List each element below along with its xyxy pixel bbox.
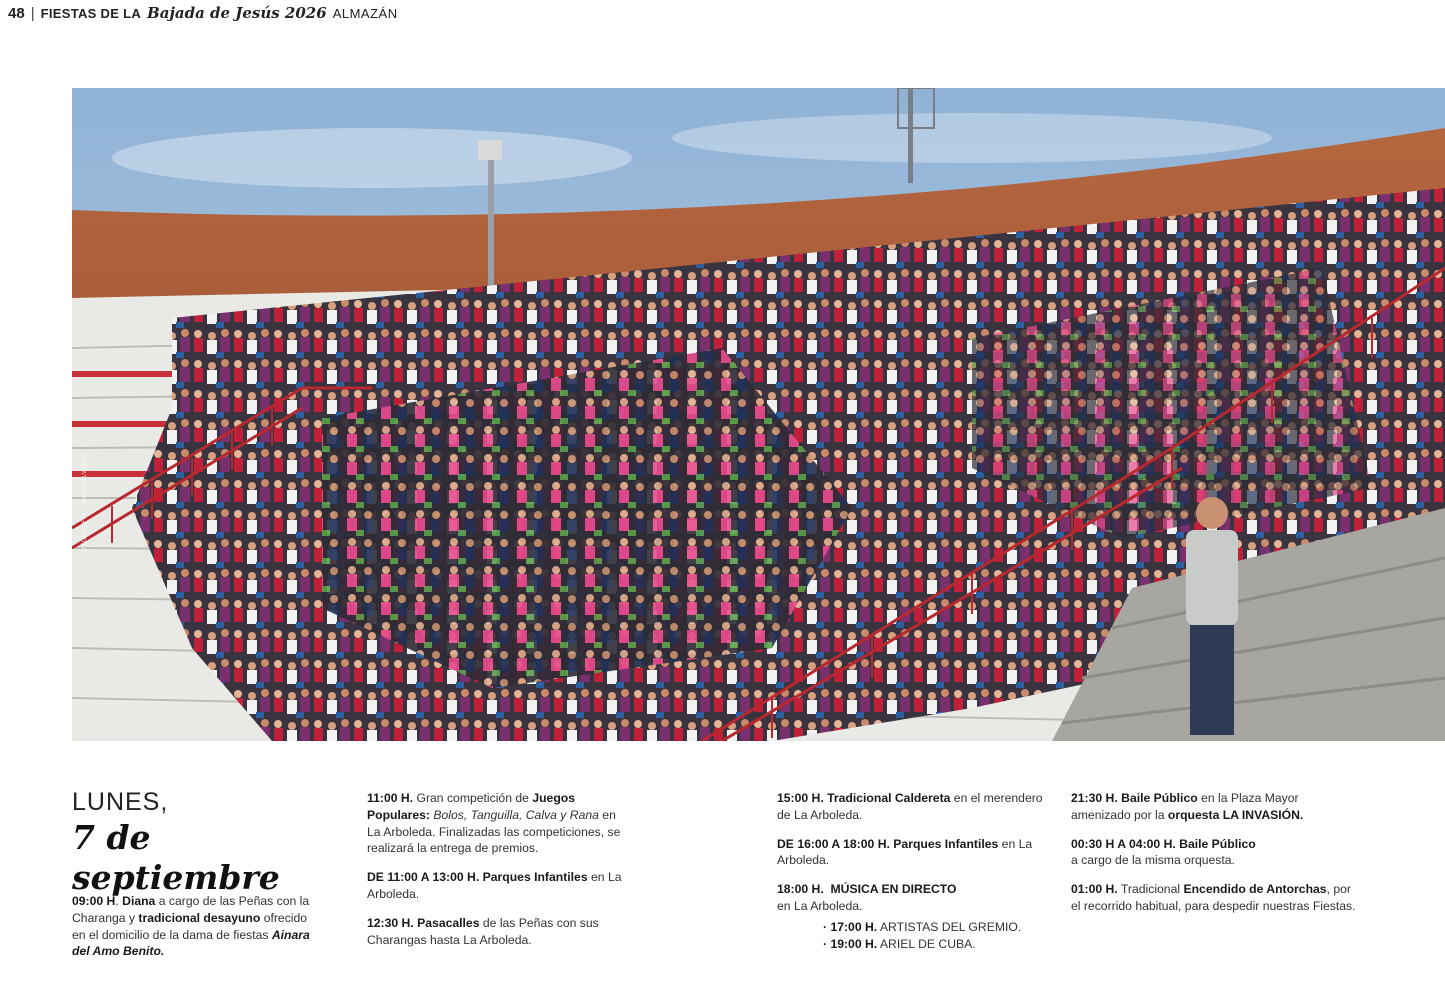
- event-time: 21:30 H.: [1071, 791, 1118, 805]
- day-weekday: LUNES,: [72, 788, 169, 816]
- event-text: en La Arboleda.: [777, 898, 863, 913]
- event-0030: [1071, 836, 1361, 870]
- event-time: 01:00 H.: [1071, 882, 1118, 897]
- subevent-1700: [823, 919, 1047, 936]
- event-time: 18:00 H.: [777, 882, 824, 897]
- event-text: a cargo de las Peñas con la Charanga y: [72, 894, 310, 925]
- event-time: DE 11:00 A 13:00 H.: [367, 870, 480, 885]
- event-text: de las Peñas con sus Charangas hasta La Arboleda.: [367, 915, 599, 947]
- event-text: .: [115, 894, 123, 908]
- subevent-time: · 17:00 H.: [823, 919, 878, 934]
- header-title-script: Bajada de Jesús 2026: [147, 4, 327, 22]
- header-title-suffix: ALMAZÁN: [332, 6, 398, 21]
- header-title-prefix: FIESTAS DE LA: [40, 6, 142, 21]
- event-time: 11:00 H.: [367, 791, 414, 805]
- event-text: , por el recorrido habitual, para despedir nuestras Fiestas.: [1071, 882, 1356, 913]
- event-highlight: MÚSICA EN DIRECTO: [823, 882, 957, 897]
- schedule-column-4: [1071, 790, 1361, 927]
- event-2130: [1071, 790, 1361, 824]
- subevent-text: ARTISTAS DEL GREMIO.: [877, 919, 1022, 934]
- event-1230: [367, 915, 632, 949]
- schedule-column-3: [777, 790, 1047, 953]
- page-header: [8, 4, 398, 28]
- schedule-column-2: [367, 790, 632, 960]
- event-highlight: tradicional desayuno: [138, 910, 261, 925]
- subevent-text: ARIEL DE CUBA.: [877, 936, 976, 951]
- subevent-time: · 19:00 H.: [823, 936, 878, 951]
- event-highlight: Parques Infantiles: [479, 870, 588, 885]
- crowd-photo: [72, 88, 1445, 741]
- event-highlight: Pasacalles: [413, 915, 480, 930]
- event-highlight: orquesta LA INVASIÓN.: [1167, 807, 1304, 822]
- event-games: Bolos, Tanguilla, Calva y Rana: [430, 807, 599, 822]
- event-text: en La Arboleda.: [777, 836, 1033, 868]
- event-1500: [777, 790, 1047, 824]
- event-highlight: Baile Público: [1175, 836, 1256, 851]
- event-highlight: Juegos Populares:: [367, 791, 575, 822]
- event-highlight: Encendido de Antorchas: [1183, 882, 1327, 897]
- event-highlight: Tradicional Caldereta: [823, 791, 951, 805]
- schedule-column-1: [72, 893, 322, 972]
- event-text: a cargo de la misma orquesta.: [1071, 853, 1235, 868]
- event-text: en el merendero de La Arboleda.: [777, 791, 1043, 822]
- event-time: DE 16:00 A 18:00 H.: [777, 836, 890, 851]
- event-1100-parques: [367, 869, 632, 903]
- event-0900: [72, 893, 322, 960]
- event-time: 00:30 H A 04:00 H.: [1071, 836, 1176, 851]
- event-highlight: Parques Infantiles: [889, 836, 999, 851]
- event-1100: [367, 790, 632, 857]
- event-time: 09:00 H: [72, 894, 116, 908]
- subevent-1900: [823, 936, 1047, 953]
- page-number: 48: [8, 5, 25, 22]
- event-time: 15:00 H.: [777, 791, 824, 805]
- day-title: [72, 788, 352, 898]
- event-text: en la Plaza Mayor amenizado por la: [1071, 791, 1299, 822]
- event-person: Ainara del Amo Benito.: [72, 927, 310, 959]
- crowd-photo-illustration: [72, 88, 1445, 741]
- event-text: Gran competición de: [413, 791, 533, 805]
- event-0100: [1071, 881, 1361, 915]
- event-time: 12:30 H.: [367, 915, 414, 930]
- event-highlight: Baile Público: [1117, 791, 1198, 805]
- event-text: Tradicional: [1117, 882, 1184, 897]
- event-text: en La Arboleda.: [367, 870, 622, 901]
- event-highlight: Diana: [122, 894, 156, 908]
- event-text: ofrecido en el domicilio de la dama de fiestas: [72, 910, 308, 942]
- header-separator: |: [30, 5, 35, 22]
- day-date: 7 de septiembre: [72, 818, 280, 897]
- event-text: en La Arboleda. Finalizadas las competiciones, se realizará la entrega de premios.: [367, 807, 621, 856]
- event-1800-subevents: [777, 919, 1047, 953]
- event-1600: [777, 836, 1047, 870]
- event-1800: [777, 881, 1047, 915]
- photo-credit: FOTOGRAFÍA: JAVIER ÁLVAREZ: [82, 452, 88, 556]
